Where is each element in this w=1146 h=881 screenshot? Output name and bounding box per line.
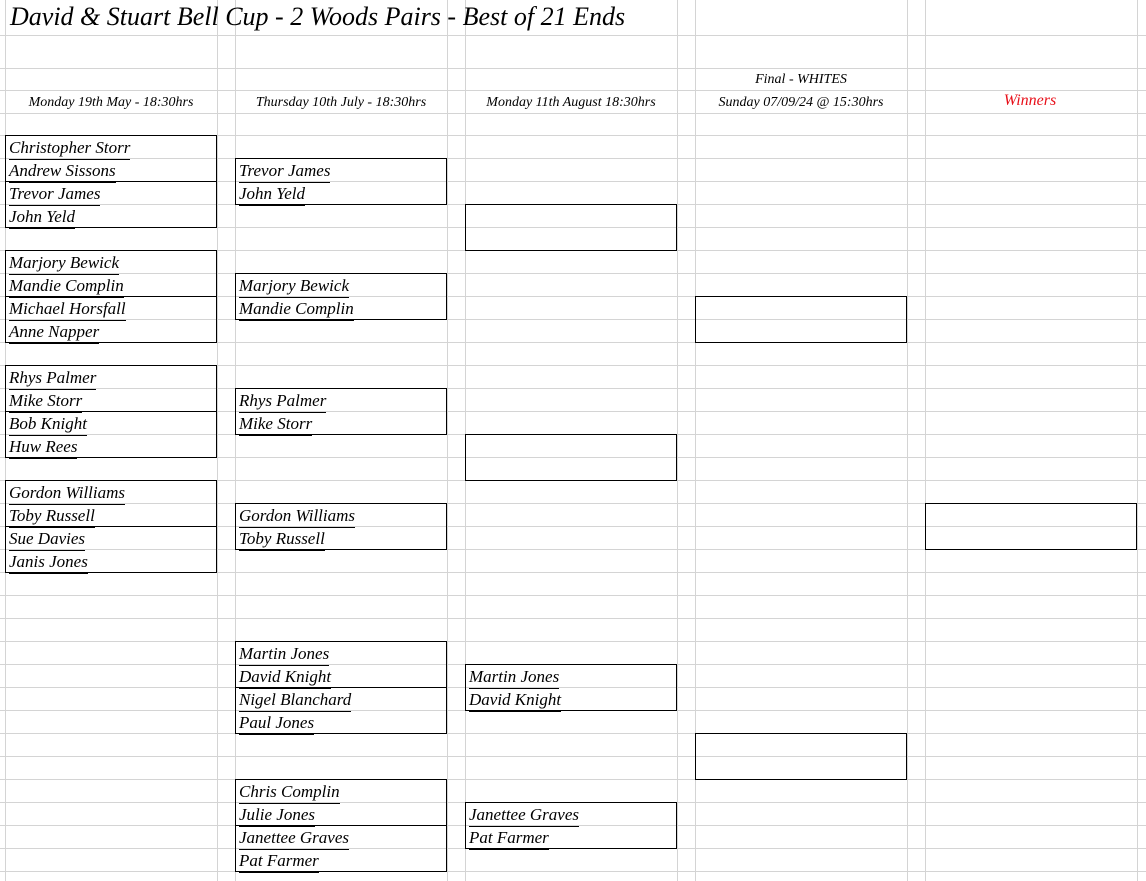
player-name: Pat Farmer <box>469 826 549 850</box>
round3-date: Monday 11th August 18:30hrs <box>486 95 656 110</box>
player-name: Trevor James <box>239 159 330 183</box>
player-name: Martin Jones <box>469 665 559 689</box>
player-name: Chris Complin <box>239 780 340 804</box>
player-name: Marjory Bewick <box>239 274 349 298</box>
player-name: John Yeld <box>239 182 305 206</box>
player-name: Janettee Graves <box>239 826 349 850</box>
player-name: Toby Russell <box>9 504 95 528</box>
final-label: Final - WHITES <box>755 72 847 87</box>
player-name: Martin Jones <box>239 642 329 666</box>
player-name: Rhys Palmer <box>9 366 96 390</box>
winners-header: Winners <box>1003 92 1057 109</box>
player-name: Anne Napper <box>9 320 99 344</box>
player-name: Sue Davies <box>9 527 85 551</box>
player-name: Gordon Williams <box>239 504 355 528</box>
player-name: Andrew Sissons <box>9 159 116 183</box>
player-name: Trevor James <box>9 182 100 206</box>
sheet-title: David & Stuart Bell Cup - 2 Woods Pairs - Best of 21 Ends <box>10 2 626 31</box>
player-name: Mandie Complin <box>239 297 354 321</box>
player-name: Toby Russell <box>239 527 325 551</box>
player-name: Gordon Williams <box>9 481 125 505</box>
player-name: Michael Horsfall <box>9 297 126 321</box>
player-name: Christopher Storr <box>9 136 130 160</box>
final-date: Sunday 07/09/24 @ 15:30hrs <box>718 95 884 110</box>
player-name: Rhys Palmer <box>239 389 326 413</box>
player-name: Nigel Blanchard <box>239 688 351 712</box>
round3-slot-2 <box>465 434 677 481</box>
player-name: Huw Rees <box>9 435 77 459</box>
final-slot-1 <box>695 296 907 343</box>
player-name: Mike Storr <box>239 412 312 436</box>
player-name: Janettee Graves <box>469 803 579 827</box>
player-name: Paul Jones <box>239 711 314 735</box>
round1-date: Monday 19th May - 18:30hrs <box>28 95 194 110</box>
player-name: Pat Farmer <box>239 849 319 873</box>
player-name: Marjory Bewick <box>9 251 119 275</box>
player-name: Mike Storr <box>9 389 82 413</box>
winners-slot <box>925 503 1137 550</box>
player-name: Bob Knight <box>9 412 87 436</box>
round2-date: Thursday 10th July - 18:30hrs <box>255 95 427 110</box>
player-name: Mandie Complin <box>9 274 124 298</box>
player-name: Janis Jones <box>9 550 88 574</box>
round3-slot-1 <box>465 204 677 251</box>
final-slot-2 <box>695 733 907 780</box>
player-name: David Knight <box>239 665 331 689</box>
player-name: John Yeld <box>9 205 75 229</box>
player-name: Julie Jones <box>239 803 315 827</box>
player-name: David Knight <box>469 688 561 712</box>
